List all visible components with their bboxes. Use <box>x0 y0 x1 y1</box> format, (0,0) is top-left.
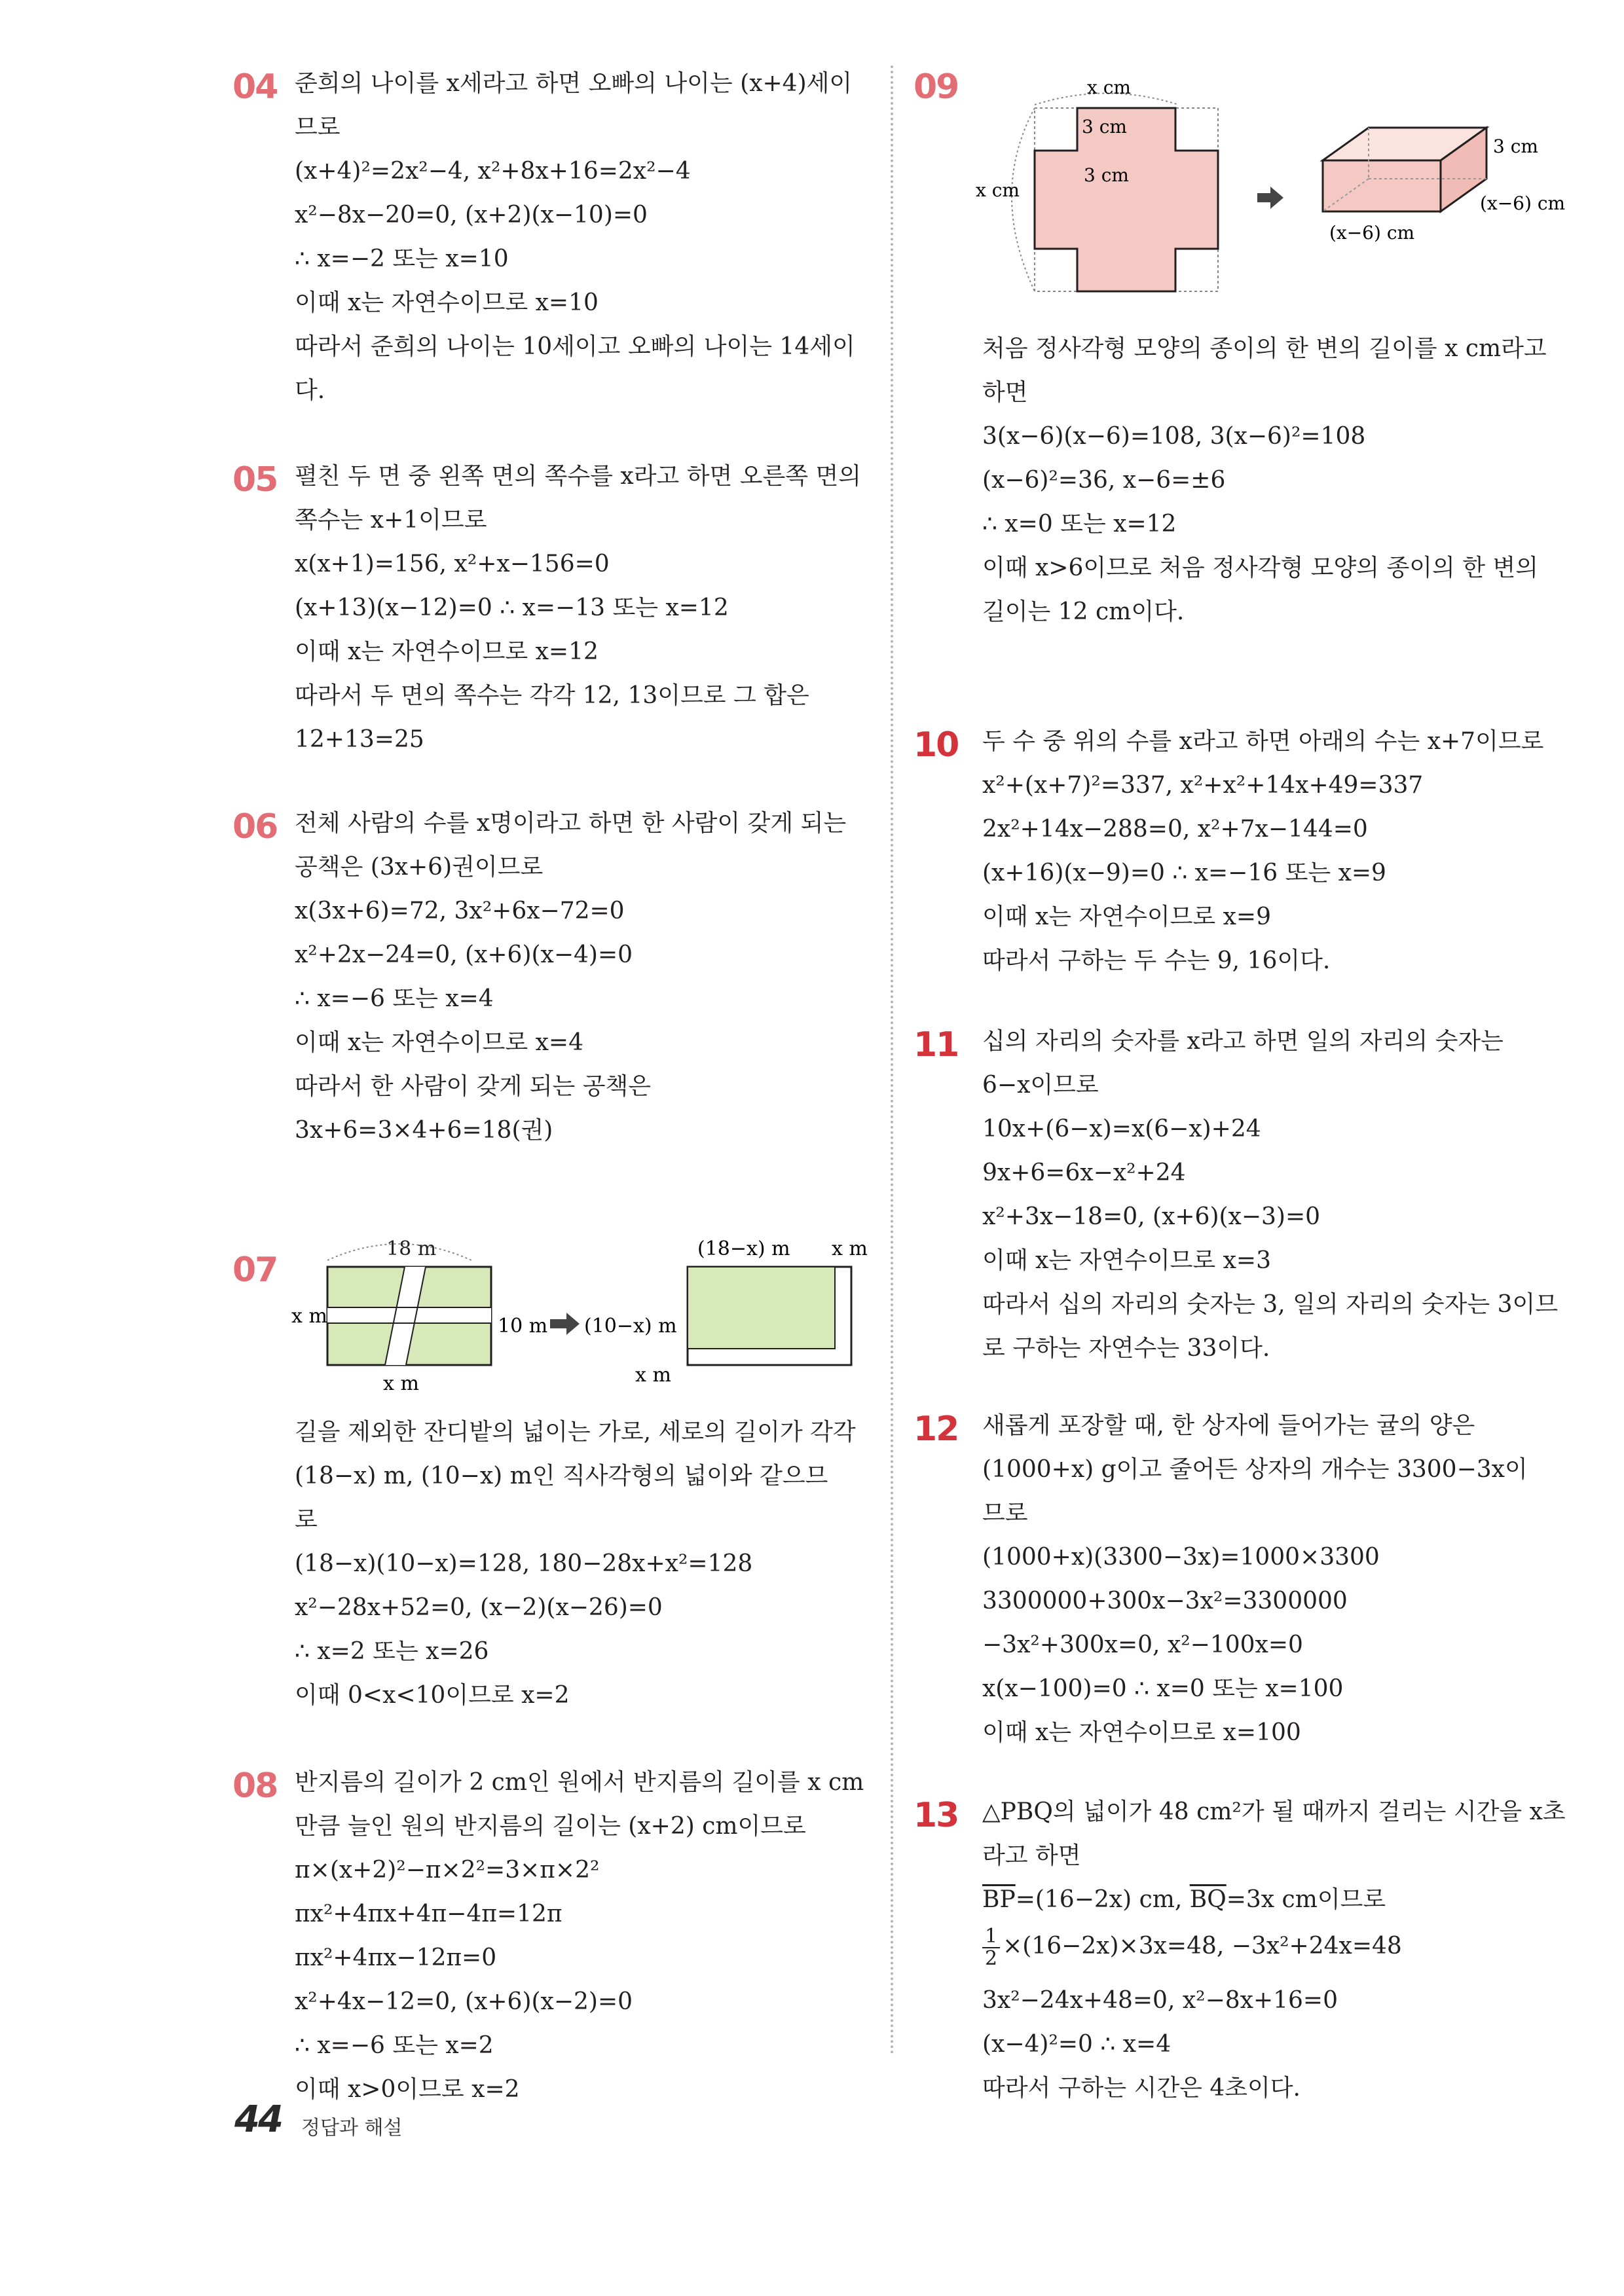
solution-line: (x−4)²=0 ∴ x=4 <box>982 2031 1172 2058</box>
solution-line: (18−x)(10−x)=128, 180−28x+x²=128 <box>295 1550 753 1577</box>
solution-line: 6−x이므로 <box>982 1072 1099 1099</box>
solution-line: 따라서 구하는 시간은 4초이다. <box>982 2075 1301 2102</box>
problem-number: 13 <box>913 1796 959 1835</box>
solution-line: (x−6)²=36, x−6=±6 <box>982 467 1226 494</box>
solution-line: 공책은 (3x+6)권이므로 <box>295 854 544 881</box>
solution-line: 이때 x는 자연수이므로 x=9 <box>982 903 1271 930</box>
solution-line: (1000+x) g이고 줄어든 상자의 개수는 3300−3x이 <box>982 1456 1528 1483</box>
solution-line: 다. <box>295 377 325 404</box>
solution-line: ∴ x=−6 또는 x=2 <box>295 2032 494 2059</box>
label-bottom2: x m <box>635 1364 671 1387</box>
problem-number: 12 <box>913 1410 959 1449</box>
solution-line: 이때 x>6이므로 처음 정사각형 모양의 종이의 한 변의 <box>982 555 1538 581</box>
solution-line: 두 수 중 위의 수를 x라고 하면 아래의 수는 x+7이므로 <box>982 728 1544 755</box>
label-bottom: x m <box>383 1372 419 1391</box>
solution-line: x(x+1)=156, x²+x−156=0 <box>295 551 610 577</box>
lawn-path-figure <box>288 1234 884 1391</box>
solution-line: 따라서 준희의 나이는 10세이고 오빠의 나이는 14세이 <box>295 333 855 360</box>
solution-line: 3300000+300x−3x²=3300000 <box>982 1588 1348 1614</box>
solution-line: x(3x+6)=72, 3x²+6x−72=0 <box>295 898 625 924</box>
label-box-height: 3 cm <box>1493 136 1538 157</box>
solution-line: πx²+4πx+4π−4π=12π <box>295 1901 563 1927</box>
solution-line: 만큼 늘인 원의 반지름의 길이는 (x+2) cm이므로 <box>295 1813 806 1840</box>
solution-line: 라고 하면 <box>982 1842 1081 1869</box>
fraction-half: $\frac{1}{2}$ <box>982 1926 1000 1969</box>
solution-line: 이때 x는 자연수이므로 x=10 <box>295 289 599 316</box>
solution-line: 따라서 구하는 두 수는 9, 16이다. <box>982 947 1331 974</box>
solution-line: (18−x) m, (10−x) m인 직사각형의 넓이와 같으므 <box>295 1463 828 1489</box>
label-cut2: 3 cm <box>1084 164 1129 186</box>
problem-number: 09 <box>913 67 959 107</box>
solution-line: 처음 정사각형 모양의 종이의 한 변의 길이를 x cm라고 <box>982 335 1547 362</box>
solution-line: 2x²+14x−288=0, x²+7x−144=0 <box>982 816 1368 843</box>
solution-line: (x+13)(x−12)=0 ∴ x=−13 또는 x=12 <box>295 594 729 621</box>
solution-line: 이때 x>0이므로 x=2 <box>295 2076 520 2103</box>
solution-line: x(x−100)=0 ∴ x=0 또는 x=100 <box>982 1675 1344 1702</box>
label-box-width: (x−6) cm <box>1329 222 1415 244</box>
problem-number: 04 <box>232 67 278 107</box>
solution-line: 십의 자리의 숫자를 x라고 하면 일의 자리의 숫자는 <box>982 1028 1504 1055</box>
solution-line: x²−28x+52=0, (x−2)(x−26)=0 <box>295 1594 663 1621</box>
label-box-depth: (x−6) cm <box>1480 192 1565 214</box>
problem-number: 08 <box>232 1766 278 1806</box>
solution-line: 3(x−6)(x−6)=108, 3(x−6)²=108 <box>982 423 1366 450</box>
label-cut1: 3 cm <box>1082 116 1127 137</box>
solution-line: ∴ x=2 또는 x=26 <box>295 1638 489 1665</box>
solution-line: 전체 사람의 수를 x명이라고 하면 한 사람이 갖게 되는 <box>295 810 847 837</box>
solution-line: ∴ x=−2 또는 x=10 <box>295 246 509 272</box>
label-top2: (18−x) m <box>697 1237 790 1260</box>
solution-line: 므로 <box>295 114 341 141</box>
solution-line: x²+4x−12=0, (x+6)(x−2)=0 <box>295 1988 633 2015</box>
box-net-figure <box>976 75 1565 311</box>
solution-line: 므로 <box>982 1500 1028 1527</box>
segment-bq: $\overline{BQ}$ <box>1189 1886 1227 1913</box>
solution-line: 펼친 두 면 중 왼쪽 면의 쪽수를 x라고 하면 오른쪽 면의 <box>295 463 862 490</box>
solution-line: (x+4)²=2x²−4, x²+8x+16=2x²−4 <box>295 158 691 185</box>
solution-line: 이때 0<x<10이므로 x=2 <box>295 1682 570 1709</box>
solution-line: (x+16)(x−9)=0 ∴ x=−16 또는 x=9 <box>982 860 1386 886</box>
solution-line: ∴ x=0 또는 x=12 <box>982 511 1177 538</box>
solution-line: 따라서 두 면의 쪽수는 각각 12, 13이므로 그 합은 <box>295 682 809 709</box>
solution-line: 이때 x는 자연수이므로 x=100 <box>982 1719 1301 1746</box>
solution-line: x²−8x−20=0, (x+2)(x−10)=0 <box>295 202 648 228</box>
solution-line: 3x+6=3×4+6=18(권) <box>295 1117 553 1144</box>
label-top2-right: x m <box>832 1237 868 1260</box>
problem-number: 06 <box>232 807 278 847</box>
solution-line: 길이는 12 cm이다. <box>982 598 1185 625</box>
column-divider <box>891 65 893 2056</box>
solution-line: π×(x+2)²−π×2²=3×π×2² <box>295 1857 600 1884</box>
problem-number: 05 <box>232 460 278 500</box>
solution-line: 12+13=25 <box>295 726 424 753</box>
solution-line: x²+(x+7)²=337, x²+x²+14x+49=337 <box>982 772 1424 799</box>
solution-line: 로 <box>295 1506 318 1533</box>
solution-line: 9x+6=6x−x²+24 <box>982 1159 1186 1186</box>
solution-line: x²+2x−24=0, (x+6)(x−4)=0 <box>295 941 633 968</box>
solution-line: $\overline{BP}=(16-2x)$ cm, $\overline{BQ}=3x$ cm이므로 <box>982 1886 1386 1913</box>
solution-line: 새롭게 포장할 때, 한 상자에 들어가는 귤의 양은 <box>982 1412 1475 1439</box>
problem-number: 07 <box>232 1250 278 1290</box>
solution-line: 로 구하는 자연수는 33이다. <box>982 1335 1270 1362</box>
solution-line: 길을 제외한 잔디밭의 넓이는 가로, 세로의 길이가 각각 <box>295 1419 856 1446</box>
solution-line: △PBQ의 넓이가 48 cm²가 될 때까지 걸리는 시간을 x초 <box>982 1798 1566 1825</box>
solution-line: 준희의 나이를 x세라고 하면 오빠의 나이는 (x+4)세이 <box>295 70 853 97</box>
problem-number: 10 <box>913 725 959 765</box>
solution-line: x²+3x−18=0, (x+6)(x−3)=0 <box>982 1203 1321 1230</box>
solution-line: 따라서 한 사람이 갖게 되는 공책은 <box>295 1073 652 1100</box>
solution-line: −3x²+300x=0, x²−100x=0 <box>982 1631 1303 1658</box>
label-right: 10 m <box>498 1315 548 1338</box>
solution-line: 이때 x는 자연수이므로 x=12 <box>295 638 599 665</box>
label-left2: (10−x) m <box>584 1315 677 1338</box>
label-left: x m <box>291 1305 327 1328</box>
solution-line: πx²+4πx−12π=0 <box>295 1944 497 1971</box>
problem-number: 11 <box>913 1025 959 1065</box>
label-top: 18 m <box>386 1237 437 1260</box>
solution-line: 이때 x는 자연수이므로 x=4 <box>295 1029 583 1056</box>
solution-line: 10x+(6−x)=x(6−x)+24 <box>982 1116 1261 1142</box>
solution-line: 쪽수는 x+1이므로 <box>295 507 487 534</box>
solution-line: 3x²−24x+48=0, x²−8x+16=0 <box>982 1987 1338 2014</box>
label-top: x cm <box>1087 77 1131 98</box>
solution-line: ∴ x=−6 또는 x=4 <box>295 985 494 1012</box>
solution-line: 하면 <box>982 379 1028 406</box>
segment-bp: $\overline{BP}$ <box>982 1886 1016 1913</box>
solution-line: 반지름의 길이가 2 cm인 원에서 반지름의 길이를 x cm <box>295 1769 864 1796</box>
solution-line: $\frac{1}{2}$ ×(16−2x)×3x=48, −3x²+24x=48 <box>982 1925 1402 1969</box>
label-side: x cm <box>976 179 1020 201</box>
page-number: 44 <box>234 2098 282 2141</box>
solution-line: (1000+x)(3300−3x)=1000×3300 <box>982 1544 1380 1571</box>
solution-line: 이때 x는 자연수이므로 x=3 <box>982 1247 1271 1274</box>
page-footer-label: 정답과 해설 <box>301 2117 403 2140</box>
solution-line: 따라서 십의 자리의 숫자는 3, 일의 자리의 숫자는 3이므 <box>982 1291 1559 1318</box>
